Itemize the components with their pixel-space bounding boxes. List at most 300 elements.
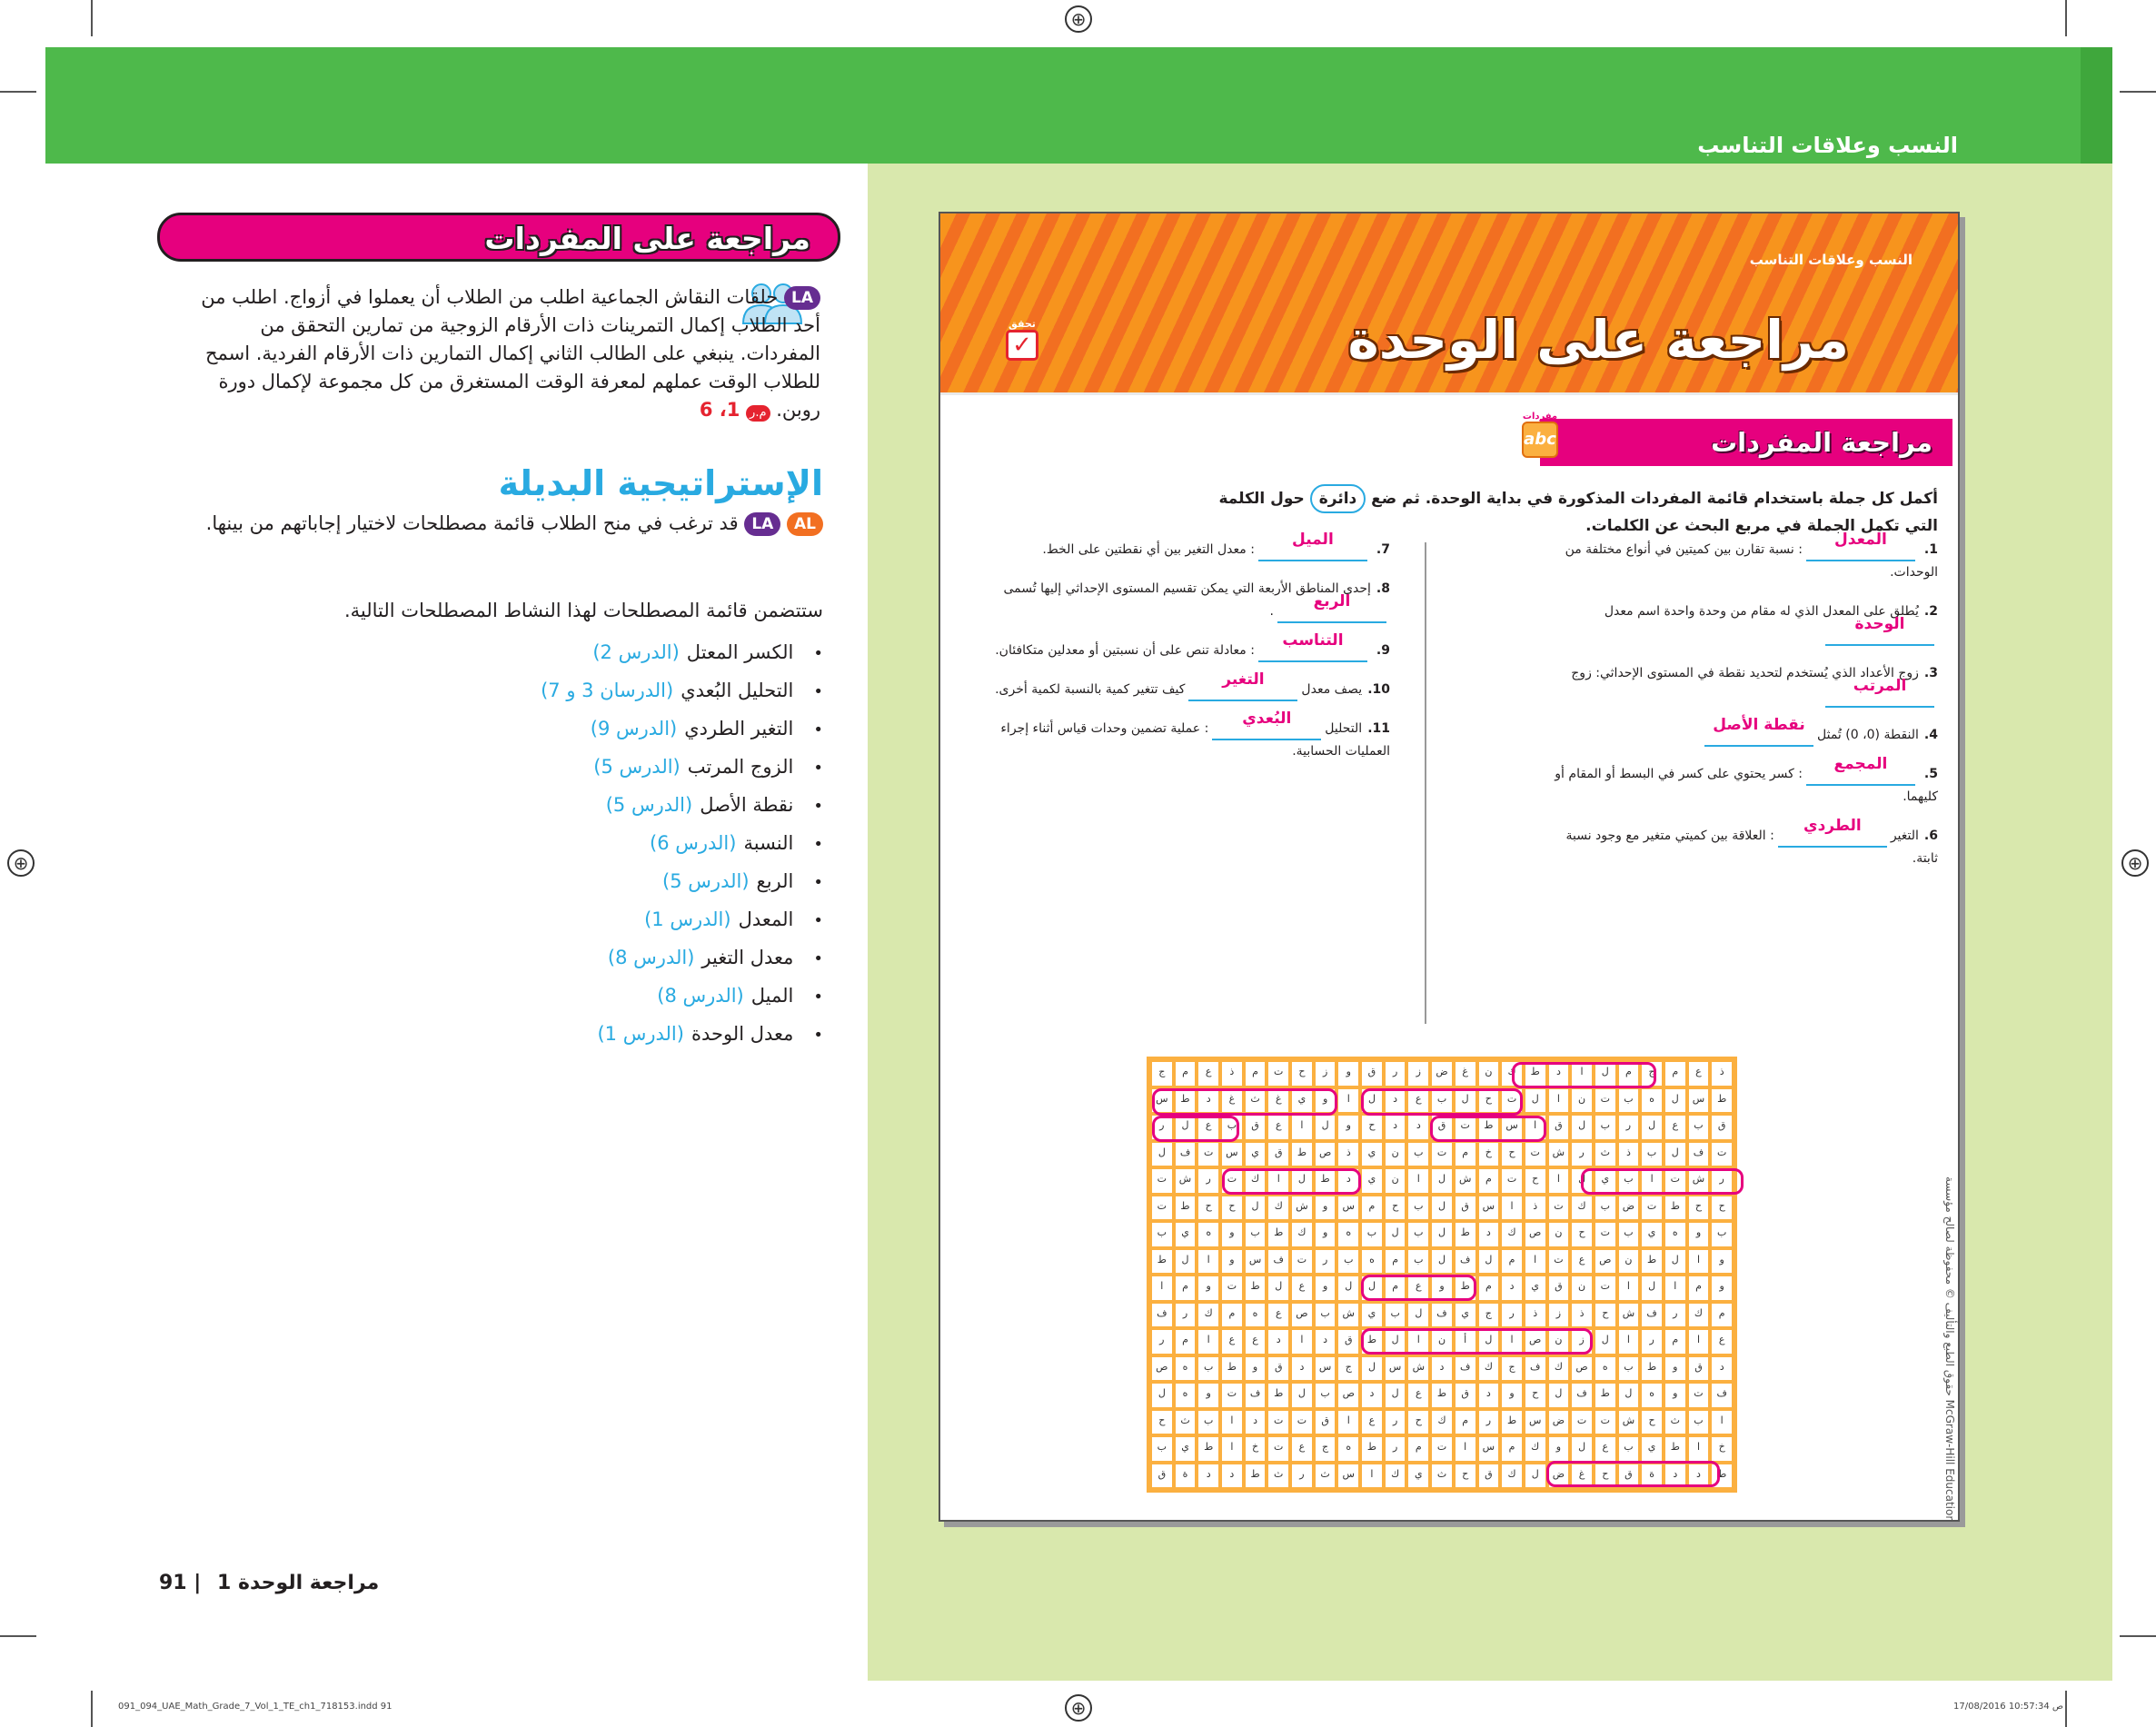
grid-cell[interactable]: ب [1432, 1089, 1452, 1113]
grid-cell[interactable]: ح [1525, 1384, 1545, 1407]
grid-cell[interactable]: س [1316, 1357, 1336, 1381]
grid-cell[interactable]: ف [1712, 1384, 1732, 1407]
grid-cell[interactable]: ص [1525, 1223, 1545, 1246]
grid-cell[interactable]: ط [1176, 1196, 1196, 1220]
grid-cell[interactable]: ل [1549, 1384, 1569, 1407]
grid-cell[interactable]: و [1316, 1223, 1336, 1246]
grid-cell[interactable]: ب [1362, 1223, 1382, 1246]
grid-cell[interactable]: ك [1502, 1062, 1522, 1086]
grid-cell[interactable]: و [1689, 1223, 1709, 1246]
grid-cell[interactable]: ط [1456, 1223, 1475, 1246]
grid-cell[interactable]: ل [1665, 1250, 1685, 1274]
grid-cell[interactable]: ح [1712, 1196, 1732, 1220]
grid-cell[interactable]: ه [1595, 1357, 1615, 1381]
grid-cell[interactable]: ف [1456, 1357, 1475, 1381]
grid-cell[interactable]: ص [1525, 1330, 1545, 1354]
grid-cell[interactable]: ت [1595, 1089, 1615, 1113]
grid-cell[interactable]: د [1479, 1384, 1499, 1407]
grid-cell[interactable]: ط [1152, 1250, 1172, 1274]
grid-cell[interactable]: ي [1292, 1089, 1312, 1113]
grid-cell[interactable]: ل [1176, 1116, 1196, 1139]
grid-cell[interactable]: س [1386, 1357, 1406, 1381]
grid-cell[interactable]: ث [1432, 1464, 1452, 1488]
grid-cell[interactable]: ع [1292, 1437, 1312, 1461]
grid-cell[interactable]: و [1338, 1116, 1358, 1139]
grid-cell[interactable]: ر [1572, 1143, 1592, 1166]
grid-cell[interactable]: ل [1152, 1384, 1172, 1407]
grid-cell[interactable]: ف [1525, 1357, 1545, 1381]
grid-cell[interactable]: ل [1362, 1276, 1382, 1300]
grid-cell[interactable]: ا [1572, 1062, 1592, 1086]
grid-cell[interactable]: ص [1572, 1357, 1592, 1381]
grid-cell[interactable]: ف [1268, 1250, 1288, 1274]
grid-cell[interactable]: ن [1549, 1330, 1569, 1354]
grid-cell[interactable]: ي [1642, 1437, 1662, 1461]
grid-cell[interactable]: ك [1292, 1223, 1312, 1246]
grid-cell[interactable]: ب [1338, 1250, 1358, 1274]
grid-cell[interactable]: ط [1712, 1089, 1732, 1113]
grid-cell[interactable]: ا [1198, 1330, 1218, 1354]
grid-cell[interactable]: ط [1642, 1250, 1662, 1274]
grid-cell[interactable]: ن [1619, 1250, 1639, 1274]
grid-cell[interactable]: ط [1246, 1276, 1266, 1300]
grid-cell[interactable]: د [1246, 1411, 1266, 1434]
grid-cell[interactable]: س [1152, 1089, 1172, 1113]
grid-cell[interactable]: ل [1268, 1276, 1288, 1300]
grid-cell[interactable]: ب [1408, 1143, 1428, 1166]
grid-cell[interactable]: ذ [1222, 1062, 1242, 1086]
grid-cell[interactable]: ا [1152, 1276, 1172, 1300]
grid-cell[interactable]: ب [1619, 1169, 1639, 1193]
grid-cell[interactable]: ت [1222, 1384, 1242, 1407]
grid-cell[interactable]: ر [1152, 1330, 1172, 1354]
grid-cell[interactable]: د [1432, 1357, 1452, 1381]
grid-cell[interactable]: ت [1525, 1143, 1545, 1166]
grid-cell[interactable]: ا [1222, 1437, 1242, 1461]
grid-cell[interactable]: ت [1689, 1384, 1709, 1407]
grid-cell[interactable]: د [1689, 1464, 1709, 1488]
grid-cell[interactable]: ا [1502, 1330, 1522, 1354]
grid-cell[interactable]: ق [1268, 1143, 1288, 1166]
grid-cell[interactable]: س [1338, 1196, 1358, 1220]
grid-cell[interactable]: و [1198, 1276, 1218, 1300]
grid-cell[interactable]: ل [1665, 1143, 1685, 1166]
grid-cell[interactable]: ت [1292, 1411, 1312, 1434]
grid-cell[interactable]: ث [1246, 1089, 1266, 1113]
grid-cell[interactable]: ع [1595, 1437, 1615, 1461]
grid-cell[interactable]: م [1479, 1169, 1499, 1193]
grid-cell[interactable]: د [1362, 1384, 1382, 1407]
grid-cell[interactable]: ي [1176, 1223, 1196, 1246]
grid-cell[interactable]: ه [1246, 1304, 1266, 1327]
grid-cell[interactable]: م [1479, 1276, 1499, 1300]
grid-cell[interactable]: ك [1572, 1196, 1592, 1220]
grid-cell[interactable]: ا [1665, 1276, 1685, 1300]
grid-cell[interactable]: ت [1268, 1437, 1288, 1461]
grid-cell[interactable]: ث [1665, 1411, 1685, 1434]
grid-cell[interactable]: ي [1595, 1169, 1615, 1193]
grid-cell[interactable]: غ [1268, 1089, 1288, 1113]
grid-cell[interactable]: ت [1549, 1196, 1569, 1220]
grid-cell[interactable]: م [1619, 1062, 1639, 1086]
grid-cell[interactable]: ط [1316, 1169, 1336, 1193]
grid-cell[interactable]: ل [1665, 1089, 1685, 1113]
answer-blank[interactable] [1704, 716, 1813, 747]
grid-cell[interactable]: ب [1689, 1411, 1709, 1434]
grid-cell[interactable]: ل [1152, 1143, 1172, 1166]
grid-cell[interactable]: و [1549, 1437, 1569, 1461]
grid-cell[interactable]: ا [1619, 1276, 1639, 1300]
answer-blank[interactable] [1258, 631, 1367, 662]
grid-cell[interactable]: ب [1316, 1384, 1336, 1407]
grid-cell[interactable]: ب [1152, 1437, 1172, 1461]
grid-cell[interactable]: ج [1338, 1357, 1358, 1381]
grid-cell[interactable]: ب [1642, 1143, 1662, 1166]
grid-cell[interactable]: ت [1222, 1169, 1242, 1193]
grid-cell[interactable]: ا [1198, 1250, 1218, 1274]
grid-cell[interactable]: ب [1595, 1196, 1615, 1220]
grid-cell[interactable]: ش [1549, 1143, 1569, 1166]
grid-cell[interactable]: ش [1338, 1304, 1358, 1327]
grid-cell[interactable]: ه [1642, 1089, 1662, 1113]
grid-cell[interactable]: ط [1595, 1384, 1615, 1407]
grid-cell[interactable]: ب [1408, 1223, 1428, 1246]
grid-cell[interactable]: ن [1386, 1169, 1406, 1193]
grid-cell[interactable]: ج [1642, 1062, 1662, 1086]
grid-cell[interactable]: ب [1619, 1223, 1639, 1246]
grid-cell[interactable]: ب [1619, 1089, 1639, 1113]
answer-blank[interactable] [1212, 710, 1321, 740]
grid-cell[interactable]: ح [1222, 1196, 1242, 1220]
grid-cell[interactable]: ن [1572, 1276, 1592, 1300]
grid-cell[interactable]: ص [1316, 1143, 1336, 1166]
grid-cell[interactable]: ي [1525, 1276, 1545, 1300]
grid-cell[interactable]: ت [1572, 1411, 1592, 1434]
grid-cell[interactable]: ق [1362, 1062, 1382, 1086]
grid-cell[interactable]: ل [1595, 1330, 1615, 1354]
grid-cell[interactable]: م [1665, 1330, 1685, 1354]
grid-cell[interactable]: ح [1198, 1196, 1218, 1220]
answer-blank[interactable] [1806, 755, 1915, 786]
grid-cell[interactable]: ع [1198, 1062, 1218, 1086]
grid-cell[interactable]: س [1222, 1143, 1242, 1166]
grid-cell[interactable]: ك [1386, 1464, 1406, 1488]
grid-cell[interactable]: ه [1176, 1384, 1196, 1407]
grid-cell[interactable]: ج [1502, 1357, 1522, 1381]
grid-cell[interactable]: خ [1479, 1143, 1499, 1166]
grid-cell[interactable]: ل [1642, 1116, 1662, 1139]
grid-cell[interactable]: ت [1432, 1437, 1452, 1461]
grid-cell[interactable]: د [1292, 1357, 1312, 1381]
grid-cell[interactable]: د [1268, 1330, 1288, 1354]
answer-blank[interactable] [1778, 817, 1887, 848]
grid-cell[interactable]: ب [1408, 1250, 1428, 1274]
grid-cell[interactable]: ش [1456, 1169, 1475, 1193]
grid-cell[interactable]: ل [1316, 1116, 1336, 1139]
grid-cell[interactable]: د [1479, 1223, 1499, 1246]
grid-cell[interactable]: ي [1176, 1437, 1196, 1461]
grid-cell[interactable]: ر [1176, 1304, 1196, 1327]
grid-cell[interactable]: ا [1549, 1089, 1569, 1113]
grid-cell[interactable]: ب [1198, 1357, 1218, 1381]
grid-cell[interactable]: ج [1152, 1062, 1172, 1086]
grid-cell[interactable]: ت [1432, 1143, 1452, 1166]
grid-cell[interactable]: ه [1176, 1357, 1196, 1381]
grid-cell[interactable]: ب [1712, 1223, 1732, 1246]
grid-cell[interactable]: م [1176, 1062, 1196, 1086]
grid-cell[interactable]: ل [1246, 1196, 1266, 1220]
grid-cell[interactable]: ت [1456, 1116, 1475, 1139]
grid-cell[interactable]: ب [1386, 1304, 1406, 1327]
grid-cell[interactable]: ت [1642, 1196, 1662, 1220]
grid-cell[interactable]: د [1198, 1464, 1218, 1488]
grid-cell[interactable]: ح [1689, 1196, 1709, 1220]
grid-cell[interactable]: ن [1572, 1089, 1592, 1113]
grid-cell[interactable]: و [1316, 1276, 1336, 1300]
grid-cell[interactable]: ر [1665, 1304, 1685, 1327]
grid-cell[interactable]: ل [1479, 1330, 1499, 1354]
grid-cell[interactable]: ت [1152, 1196, 1172, 1220]
grid-cell[interactable]: ع [1198, 1116, 1218, 1139]
grid-cell[interactable]: ا [1456, 1437, 1475, 1461]
grid-cell[interactable]: د [1502, 1276, 1522, 1300]
grid-cell[interactable]: ر [1316, 1250, 1336, 1274]
grid-cell[interactable]: و [1338, 1062, 1358, 1086]
grid-cell[interactable]: ا [1549, 1169, 1569, 1193]
grid-cell[interactable]: ل [1642, 1276, 1662, 1300]
grid-cell[interactable]: ش [1292, 1196, 1312, 1220]
grid-cell[interactable]: ك [1525, 1437, 1545, 1461]
grid-cell[interactable]: م [1689, 1276, 1709, 1300]
grid-cell[interactable]: م [1502, 1437, 1522, 1461]
grid-cell[interactable]: ف [1432, 1304, 1452, 1327]
grid-cell[interactable]: ل [1362, 1357, 1382, 1381]
grid-cell[interactable]: ر [1619, 1116, 1639, 1139]
grid-cell[interactable]: د [1712, 1357, 1732, 1381]
grid-cell[interactable]: ذ [1712, 1062, 1732, 1086]
grid-cell[interactable]: ل [1525, 1464, 1545, 1488]
grid-cell[interactable]: خ [1246, 1437, 1266, 1461]
grid-cell[interactable]: ط [1665, 1437, 1685, 1461]
grid-cell[interactable]: ا [1338, 1089, 1358, 1113]
grid-cell[interactable]: ح [1479, 1089, 1499, 1113]
grid-cell[interactable]: ت [1595, 1223, 1615, 1246]
grid-cell[interactable]: د [1408, 1116, 1428, 1139]
grid-cell[interactable]: غ [1222, 1089, 1242, 1113]
grid-cell[interactable]: ح [1292, 1062, 1312, 1086]
grid-cell[interactable]: ل [1176, 1250, 1196, 1274]
grid-cell[interactable]: ب [1246, 1223, 1266, 1246]
grid-cell[interactable]: ا [1712, 1411, 1732, 1434]
grid-cell[interactable]: د [1316, 1330, 1336, 1354]
grid-cell[interactable]: ق [1619, 1464, 1639, 1488]
grid-cell[interactable]: د [1222, 1464, 1242, 1488]
grid-cell[interactable]: ط [1642, 1357, 1662, 1381]
grid-cell[interactable]: ذ [1619, 1143, 1639, 1166]
grid-cell[interactable]: ق [1338, 1330, 1358, 1354]
grid-cell[interactable]: ت [1502, 1169, 1522, 1193]
grid-cell[interactable]: ه [1642, 1384, 1662, 1407]
grid-cell[interactable]: م [1408, 1437, 1428, 1461]
grid-cell[interactable]: ا [1338, 1411, 1358, 1434]
grid-cell[interactable]: ر [1198, 1169, 1218, 1193]
grid-cell[interactable]: ر [1292, 1464, 1312, 1488]
grid-cell[interactable]: ض [1432, 1062, 1452, 1086]
grid-cell[interactable]: ح [1502, 1143, 1522, 1166]
grid-cell[interactable]: ت [1549, 1250, 1569, 1274]
grid-cell[interactable]: ل [1338, 1276, 1358, 1300]
grid-cell[interactable]: ن [1479, 1062, 1499, 1086]
grid-cell[interactable]: ف [1689, 1143, 1709, 1166]
grid-cell[interactable]: ك [1549, 1357, 1569, 1381]
grid-cell[interactable]: خ [1712, 1437, 1732, 1461]
grid-cell[interactable]: و [1432, 1276, 1452, 1300]
grid-cell[interactable]: ت [1502, 1089, 1522, 1113]
grid-cell[interactable]: ا [1292, 1116, 1312, 1139]
grid-cell[interactable]: و [1246, 1357, 1266, 1381]
grid-cell[interactable]: ل [1432, 1169, 1452, 1193]
answer-blank[interactable] [1277, 592, 1386, 623]
grid-cell[interactable]: ا [1642, 1169, 1662, 1193]
grid-cell[interactable]: ع [1408, 1089, 1428, 1113]
grid-cell[interactable]: ج [1316, 1437, 1336, 1461]
grid-cell[interactable]: ل [1572, 1437, 1592, 1461]
grid-cell[interactable]: ل [1408, 1304, 1428, 1327]
grid-cell[interactable]: غ [1572, 1464, 1592, 1488]
grid-cell[interactable]: و [1502, 1384, 1522, 1407]
grid-cell[interactable]: د [1386, 1089, 1406, 1113]
grid-cell[interactable]: و [1665, 1357, 1685, 1381]
answer-blank[interactable] [1188, 670, 1297, 701]
grid-cell[interactable]: ن [1432, 1330, 1452, 1354]
grid-cell[interactable]: ن [1549, 1223, 1569, 1246]
grid-cell[interactable]: ق [1246, 1116, 1266, 1139]
grid-cell[interactable]: ر [1642, 1330, 1662, 1354]
grid-cell[interactable]: ل [1479, 1250, 1499, 1274]
grid-cell[interactable]: ط [1479, 1116, 1499, 1139]
grid-cell[interactable]: ح [1408, 1411, 1428, 1434]
grid-cell[interactable]: و [1316, 1089, 1336, 1113]
grid-cell[interactable]: ط [1665, 1196, 1685, 1220]
grid-cell[interactable]: أ [1456, 1330, 1475, 1354]
grid-cell[interactable]: و [1712, 1250, 1732, 1274]
grid-cell[interactable]: ل [1456, 1089, 1475, 1113]
grid-cell[interactable]: ز [1549, 1304, 1569, 1327]
grid-cell[interactable]: ك [1502, 1223, 1522, 1246]
grid-cell[interactable]: م [1712, 1304, 1732, 1327]
grid-cell[interactable]: ع [1246, 1330, 1266, 1354]
grid-cell[interactable]: ك [1198, 1304, 1218, 1327]
grid-cell[interactable]: ل [1432, 1196, 1452, 1220]
grid-cell[interactable]: ا [1619, 1330, 1639, 1354]
grid-cell[interactable]: ح [1525, 1169, 1545, 1193]
grid-cell[interactable]: ك [1246, 1169, 1266, 1193]
grid-cell[interactable]: ل [1386, 1223, 1406, 1246]
grid-cell[interactable]: ح [1362, 1116, 1382, 1139]
grid-cell[interactable]: س [1479, 1437, 1499, 1461]
grid-cell[interactable]: م [1386, 1276, 1406, 1300]
grid-cell[interactable]: و [1665, 1384, 1685, 1407]
grid-cell[interactable]: ت [1712, 1143, 1732, 1166]
grid-cell[interactable]: ط [1712, 1464, 1732, 1488]
grid-cell[interactable]: س [1246, 1250, 1266, 1274]
grid-cell[interactable]: ك [1432, 1411, 1452, 1434]
grid-cell[interactable]: ش [1619, 1304, 1639, 1327]
grid-cell[interactable]: ذ [1525, 1304, 1545, 1327]
grid-cell[interactable]: ق [1268, 1357, 1288, 1381]
grid-cell[interactable]: ج [1479, 1304, 1499, 1327]
grid-cell[interactable]: ا [1525, 1116, 1545, 1139]
grid-cell[interactable]: د [1549, 1062, 1569, 1086]
grid-cell[interactable]: ا [1689, 1437, 1709, 1461]
grid-cell[interactable]: ع [1362, 1411, 1382, 1434]
grid-cell[interactable]: ل [1432, 1250, 1452, 1274]
grid-cell[interactable]: ب [1152, 1223, 1172, 1246]
grid-cell[interactable]: ب [1595, 1116, 1615, 1139]
grid-cell[interactable]: ز [1316, 1062, 1336, 1086]
answer-blank[interactable] [1258, 531, 1367, 561]
grid-cell[interactable]: ح [1456, 1464, 1475, 1488]
grid-cell[interactable]: م [1176, 1330, 1196, 1354]
grid-cell[interactable]: ف [1176, 1143, 1196, 1166]
grid-cell[interactable]: ق [1712, 1116, 1732, 1139]
grid-cell[interactable]: ع [1268, 1304, 1288, 1327]
grid-cell[interactable]: و [1316, 1196, 1336, 1220]
grid-cell[interactable]: ح [1152, 1411, 1172, 1434]
grid-cell[interactable]: ا [1689, 1330, 1709, 1354]
grid-cell[interactable]: ل [1525, 1089, 1545, 1113]
grid-cell[interactable]: ق [1479, 1464, 1499, 1488]
grid-cell[interactable]: ر [1479, 1411, 1499, 1434]
grid-cell[interactable]: ق [1456, 1196, 1475, 1220]
grid-cell[interactable]: ق [1316, 1411, 1336, 1434]
grid-cell[interactable]: ل [1386, 1330, 1406, 1354]
grid-cell[interactable]: ع [1292, 1276, 1312, 1300]
grid-cell[interactable]: ش [1689, 1169, 1709, 1193]
grid-cell[interactable]: ق [1689, 1357, 1709, 1381]
grid-cell[interactable]: ع [1222, 1330, 1242, 1354]
grid-cell[interactable]: ي [1362, 1169, 1382, 1193]
grid-cell[interactable]: ب [1619, 1357, 1639, 1381]
grid-cell[interactable]: ل [1292, 1169, 1312, 1193]
grid-cell[interactable]: ي [1456, 1304, 1475, 1327]
grid-cell[interactable]: ص [1152, 1357, 1172, 1381]
grid-cell[interactable]: م [1665, 1062, 1685, 1086]
grid-cell[interactable]: ر [1386, 1411, 1406, 1434]
grid-cell[interactable]: س [1338, 1464, 1358, 1488]
grid-cell[interactable]: ا [1408, 1330, 1428, 1354]
grid-cell[interactable]: ة [1642, 1464, 1662, 1488]
grid-cell[interactable]: ط [1432, 1384, 1452, 1407]
grid-cell[interactable]: ل [1386, 1384, 1406, 1407]
grid-cell[interactable]: ث [1316, 1464, 1336, 1488]
grid-cell[interactable]: ط [1362, 1437, 1382, 1461]
grid-cell[interactable]: ط [1292, 1143, 1312, 1166]
grid-cell[interactable]: س [1689, 1089, 1709, 1113]
grid-cell[interactable]: ل [1619, 1384, 1639, 1407]
grid-cell[interactable]: م [1502, 1250, 1522, 1274]
grid-cell[interactable]: ن [1386, 1143, 1406, 1166]
grid-cell[interactable]: ا [1525, 1250, 1545, 1274]
grid-cell[interactable]: ت [1665, 1169, 1685, 1193]
grid-cell[interactable]: ق [1152, 1464, 1172, 1488]
grid-cell[interactable]: م [1386, 1250, 1406, 1274]
grid-cell[interactable]: ش [1619, 1411, 1639, 1434]
grid-cell[interactable]: ع [1268, 1116, 1288, 1139]
grid-cell[interactable]: ا [1689, 1250, 1709, 1274]
grid-cell[interactable]: ك [1502, 1464, 1522, 1488]
grid-cell[interactable]: ف [1456, 1250, 1475, 1274]
